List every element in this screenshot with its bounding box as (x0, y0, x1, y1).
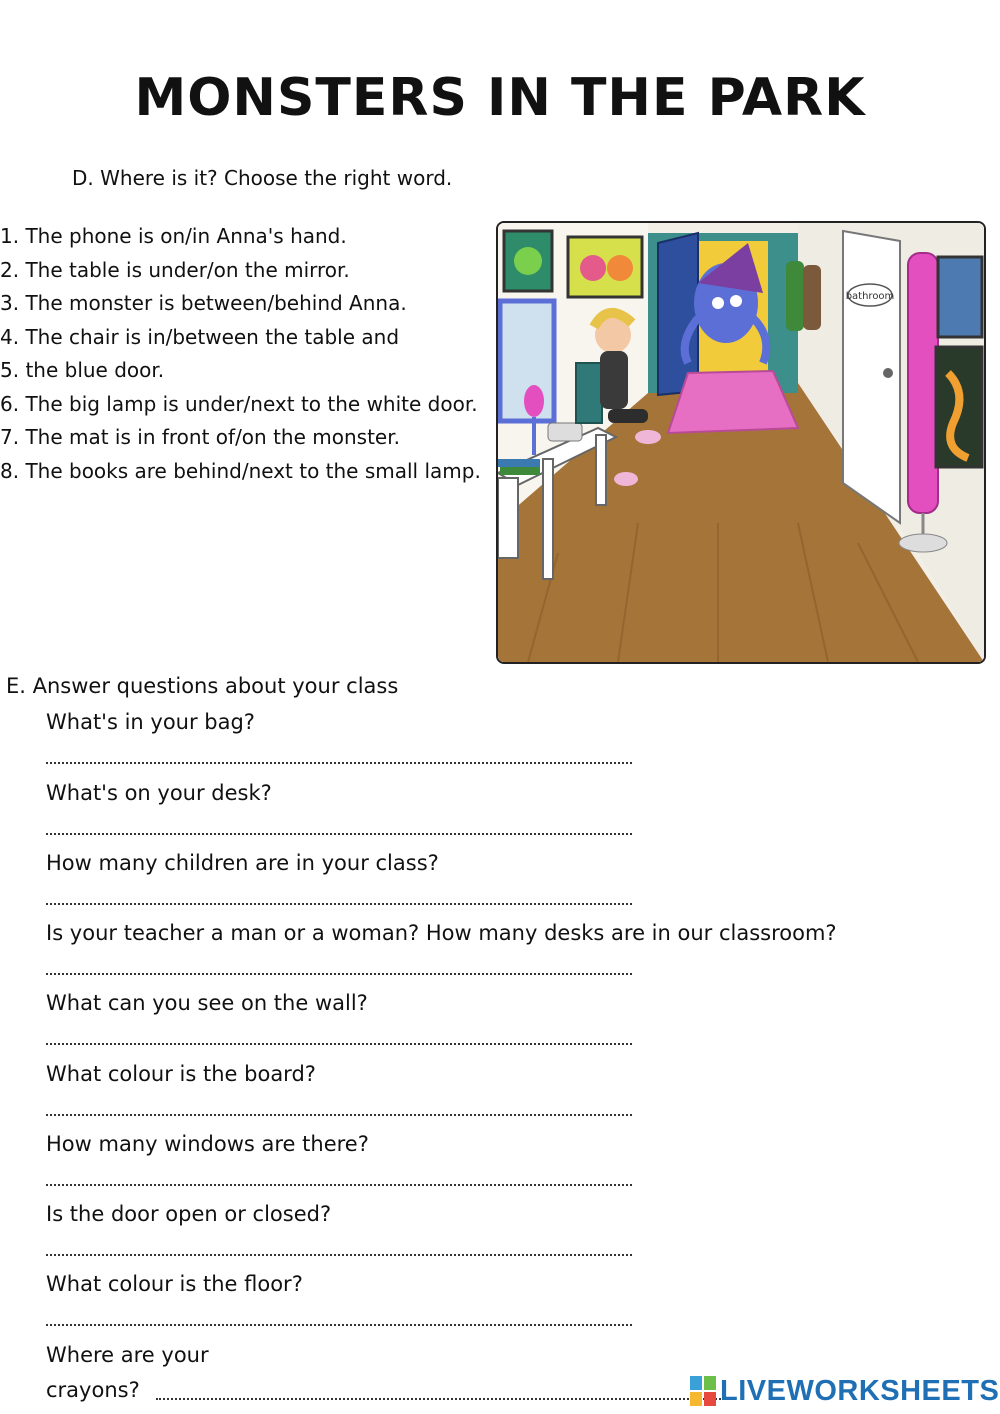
list-item: 5. the blue door. (0, 358, 165, 382)
question-text: What's on your desk? (46, 781, 272, 805)
liveworksheets-logo (690, 1374, 999, 1408)
question-text: What's in your bag? (46, 710, 255, 734)
answer-line[interactable] (156, 1398, 736, 1400)
answer-line[interactable] (46, 1184, 632, 1186)
list-item: 7. The mat is in front of/on the monster. (0, 425, 400, 449)
answer-line[interactable] (46, 973, 632, 975)
section-e-heading: E. Answer questions about your class (6, 674, 399, 698)
answer-line[interactable] (46, 1324, 632, 1326)
page-title: MONSTERS IN THE PARK (134, 68, 866, 128)
list-item: 6. The big lamp is under/next to the white door. (0, 391, 478, 416)
section-d-list (0, 224, 481, 492)
question-text: How many children are in your class? (46, 851, 439, 875)
door-sign-text: bathroom (845, 291, 895, 302)
answer-line[interactable] (46, 1043, 632, 1045)
question-text: What colour is the board? (46, 1062, 316, 1086)
list-item: 4. The chair is in/between the table and (0, 324, 400, 349)
answer-line[interactable] (46, 1254, 632, 1256)
list-item: 3. The monster is between/behind Anna. (0, 291, 407, 315)
logo-blocks-icon (690, 1376, 716, 1406)
section-d-heading: D. Where is it? Choose the right word. (72, 166, 453, 190)
question-text: crayons? (46, 1378, 140, 1402)
question-text: What can you see on the wall? (46, 991, 368, 1015)
list-item: 1. The phone is on/in Anna's hand. (0, 224, 347, 248)
answer-line[interactable] (46, 903, 632, 905)
logo-text: LIVEWORKSHEETS (720, 1374, 1000, 1407)
question-text: Where are your (46, 1343, 209, 1367)
answer-line[interactable] (46, 833, 632, 835)
answer-line[interactable] (46, 1114, 632, 1116)
question-text: How many windows are there? (46, 1132, 369, 1156)
list-item: 2. The table is under/on the mirror. (0, 257, 350, 282)
hallway-illustration (496, 221, 986, 664)
answer-line[interactable] (46, 762, 632, 764)
list-item: 8. The books are behind/next to the small lamp. (0, 458, 481, 483)
question-text: What colour is the floor? (46, 1272, 303, 1296)
question-text: Is the door open or closed? (46, 1202, 332, 1226)
question-text: Is your teacher a man or a woman? How many desks are in our classroom? (46, 921, 837, 945)
